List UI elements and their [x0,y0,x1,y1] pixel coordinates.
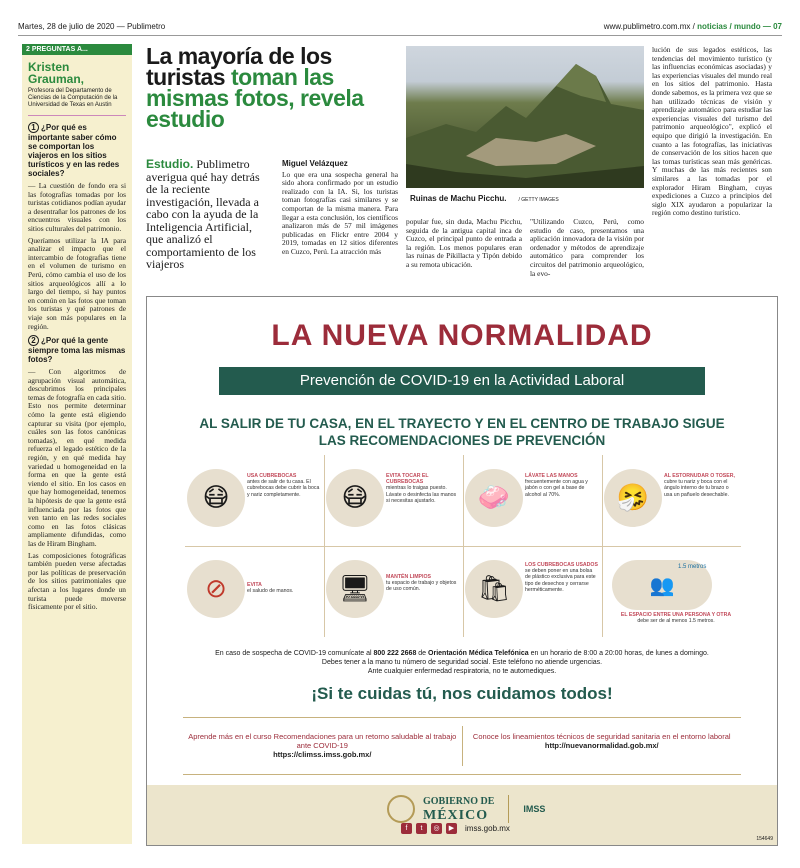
tip-text: mientras lo traigas puesto. Lávate o desinfecta las manos si necesitas ajustarlo. [386,485,457,504]
question-1 [28,122,126,178]
distance-label: 1.5 metros [678,564,707,570]
ad-hotline-note [167,649,757,676]
sneeze-icon: 🤧 [604,469,662,527]
tip-cover-sneeze [602,455,741,546]
page-header [18,18,782,36]
note-line-2: Debes tener a la mano tu número de seguridad social. Este teléfono no atiende urgencias. [321,659,603,666]
article-headline [146,43,396,132]
covid-advertisement [146,296,778,846]
tip-text: cubre tu nariz y boca con el ángulo interno de tu brazo o usa un pañuelo desechable. [664,479,729,498]
social-site[interactable]: imss.gob.mx [465,824,510,833]
tip-dont-touch-mask [324,455,463,546]
article-lead [146,158,272,271]
clean-desk-icon: 🖥 [326,560,384,618]
header-date: Martes, 28 de julio de 2020 [18,22,115,31]
header-brand: Publimetro [126,22,166,31]
header-site: www.publimetro.com.mx / [603,22,695,31]
question-number-1: 1 [28,122,39,133]
mexico-seal-icon [387,795,415,823]
tip-heading: EVITA [247,582,262,588]
hand-wash-icon: 🧼 [465,469,523,527]
course-link-url[interactable]: https://climss.imss.gob.mx/ [273,750,372,759]
interviewee-bio: Profesora del Departamento de Ciencias de la Computación de la Universidad de Texas en Austin [28,88,126,116]
tip-use-mask [185,455,324,546]
ad-code: 154649 [756,836,773,842]
tip-text: frecuentemente con agua y jabón o con gel a base de alcohol al 70%. [525,479,588,498]
tip-no-handshake [185,546,324,637]
question-2 [28,335,126,364]
article-column-4: lución de sus legados estéticos, las tendencias del movimiento turístico (y las influencias económicas asociadas) y las experiencias visuales del mundo real en los sitios del patrimonio. Hasta donde sabemos, es la primera vez que se han utilizado técnicas de visión y aprendizaje automático para estudiar las experiencias visuales del turismo del patrimonio arqueológico", explicó el equipo que dirigió la investigación. En cuanto a las fotografías, las iniciativas de conservación de los sitios hacen que las tomas turísticas sean más genéricas. Y muchas de las más recientes son similares a las tomadas por el explorador Hiram Bingham, cuyas expediciones a Cuzco a principios del siglo XIX ayudaron a popularizar la región como destino turístico. [652,46,772,218]
tip-keep-distance [602,546,741,637]
question-1-text: ¿Por qué es importante saber cómo se comportan los viajeros en los sitios turísticos y en las redes sociales? [28,123,120,178]
course-link-text: Aprende más en el curso Recomendaciones para un retorno saludable al trabajo ante COVID-19 [188,732,457,750]
instagram-icon[interactable]: ◎ [431,823,442,834]
twitter-icon[interactable]: t [416,823,427,834]
tip-wash-hands [463,455,602,546]
facebook-icon[interactable]: f [401,823,412,834]
logo-divider [508,795,509,823]
mask-woman-icon: 😷 [187,469,245,527]
tip-heading: LOS CUBREBOCAS USADOS [525,562,598,568]
ad-subtitle: AL SALIR DE TU CASA, EN EL TRAYECTO Y EN EL CENTRO DE TRABAJO SIGUE LAS RECOMENDACIONES DE PREVENCIÓN [199,416,725,448]
lead-label: Estudio. [146,157,194,171]
ad-links [183,717,741,775]
article-column-2: popular fue, sin duda, Machu Picchu, seguida de la antigua capital inca de Cuzco, el principal punto de entrada a la región. Los menos populares eran las ruinas de Pikillacta y Tipón debido a su remota ubicación. [406,218,522,269]
prevention-tips-grid [185,455,741,637]
mountain-illustration [406,46,644,188]
mask-bag-icon: 🛍 [465,560,523,618]
imss-logo: IMSS [523,804,546,814]
column-1-text: Lo que era una sospecha general ha sido ahora confirmado por un estudio realizado con la IA. Si, los turistas toman fotografías casi similares y se comportan de la misma manera. Para llegar a esta conclusión, los científicos analizaron más de 57 mil imágenes publicadas en Flickr entre 2004 y 2019, tomadas en 12 sitios diferentes en Cuzco, Perú. La atracción más [282,169,398,256]
note-line-3: Ante cualquier enfermedad respiratoria, no te automediques. [367,668,557,675]
header-left: Martes, 28 de julio de 2020 — Publimetro [18,22,166,31]
header-section: noticias / mundo — 07 [697,22,782,31]
ad-band: Prevención de COVID-19 en la Actividad Laboral [219,367,705,395]
question-number-2: 2 [28,335,39,346]
tip-text: tu espacio de trabajo y objetos de uso común. [386,580,457,593]
answer-1-paragraph-1: — La cuestión de fondo era si las fotografías tomadas por los turistas cotidianos podían ayudar a desentrañar los patrones de los encuentros visuales con los sitios culturales del patrimonio. [28,181,126,233]
tip-text: el saludo de manos. [247,588,294,595]
ad-title: LA NUEVA NORMALIDAD [271,319,653,352]
note-text: de [416,650,429,657]
answer-2-paragraph-2: Las composiciones fotográficas también pueden verse afectadas por las políticas de preservación de los sitios patrimoniales que afectan a los lugares donde un turista puede moverse físicamente por el sitio. [28,550,126,612]
tip-heading: EL ESPACIO ENTRE UNA PERSONA Y OTRA [620,612,732,618]
header-right [604,22,782,31]
tip-heading: LÁVATE LAS MANOS [525,473,578,479]
answer-2-paragraph-1: — Con algoritmos de agrupación visual automática, descubrimos los principales temas de fotografía en cada sitio. Esto nos permite determinar cómo la gente está eligiendo capturar su visita (por ejemplo, cuáles son las fotos canónicas tomadas), en qué medida refuerza el legado estético de la región, y en qué medida hay variedad u homogeneidad en la forma en que la gente está viendo el sitio. En los casos en que hay homogeneidad, tenemos la hipótesis de que la gente está influenciada por las fotos que ven tanto en las redes sociales como en las fotos clásicas ampliamente difundidas, como las de Hiram Bingham. [28,367,126,548]
guidelines-link-url[interactable]: http://nuevanormalidad.gob.mx/ [544,741,659,750]
hotline-number: 800 222 2668 [373,650,417,657]
adjust-mask-icon: 😷 [326,469,384,527]
tip-text: debe ser de al menos 1.5 metros. [637,618,715,625]
ad-slogan: ¡Si te cuidas tú, nos cuidamos todos! [311,684,613,703]
interview-sidebar [22,44,132,844]
headline-black: La mayoría de los turistas [146,43,332,90]
sidebar-tag: 2 PREGUNTAS A... [22,44,132,55]
photo-caption [410,194,559,203]
photo-credit: / GETTY IMAGES [518,197,559,203]
distance-icon: 👥 1.5 metros [612,560,712,610]
note-text: En caso de sospecha de COVID-19 comunícate al [215,650,374,657]
gov-line-2: MÉXICO [423,808,489,823]
guidelines-link-text: Conoce los lineamientos técnicos de seguridad sanitaria en el entorno laboral [472,732,731,741]
tip-dispose-masks [463,546,602,637]
answer-1-paragraph-2: Queríamos utilizar la IA para analizar el impacto que el intercambio de fotografías tiene en el volumen de turismo en Perú, cómo cambia el uso de los sitios arqueológicos allí a lo largo del tiempo, si hay puntos en común en las fotos que toman los turistas y qué patrones de viaje son más populares en la región. [28,235,126,331]
tip-text: se deben poner en una bolsa de plástico exclusiva para este tipo de desechos y cerrarse herméticamente. [525,568,596,593]
hotline-service: Orientación Médica Telefónica [428,650,529,657]
tip-text: antes de salir de tu casa. El cubrebocas debe cubrir la boca y nariz completamente. [247,479,320,498]
machu-picchu-photo [406,46,644,188]
government-logo [387,795,545,823]
tip-heading: MANTÉN LIMPIOS [386,574,431,580]
photo-caption-text: Ruinas de Machu Picchu. [410,194,507,203]
note-text: en un horario de 8:00 a 20:00 horas, de lunes a domingo. [528,650,709,657]
article-column-3: "Utilizando Cuzco, Perú, como estudio de caso, presentamos una aplicación innovadora de la visión por ordenador y métodos de aprendizaje automático para comprender los circuitos del patrimonio arqueológico, la evo- [530,218,644,278]
question-2-text: ¿Por qué la gente siempre toma las mismas fotos? [28,336,126,365]
tip-heading: EVITA TOCAR EL CUBREBOCAS [386,473,429,486]
social-links [401,823,510,834]
tip-heading: USA CUBREBOCAS [247,473,297,479]
gov-line-1: GOBIERNO DE [423,796,495,807]
interviewee-name: Kristen Grauman, [28,60,85,86]
youtube-icon[interactable]: ▶ [446,823,457,834]
note-line-1 [167,649,757,658]
tip-clean-workspace [324,546,463,637]
tip-heading: AL ESTORNUDAR O TOSER, [664,473,735,479]
lead-text: Publimetro averigua qué hay detrás de la reciente investigación, llevada a cabo con la ayuda de la Inteligencia Artificial, que analizó el comportamiento de los viajeros [146,157,260,271]
headline-green: toman las mismas fotos, revela estudio [146,64,364,132]
byline: Miguel Velázquez [282,160,348,168]
article-column-1 [282,160,398,290]
no-handshake-icon: ⊘ [187,560,245,618]
guidelines-link-block [463,718,742,774]
course-link-block [183,718,462,774]
